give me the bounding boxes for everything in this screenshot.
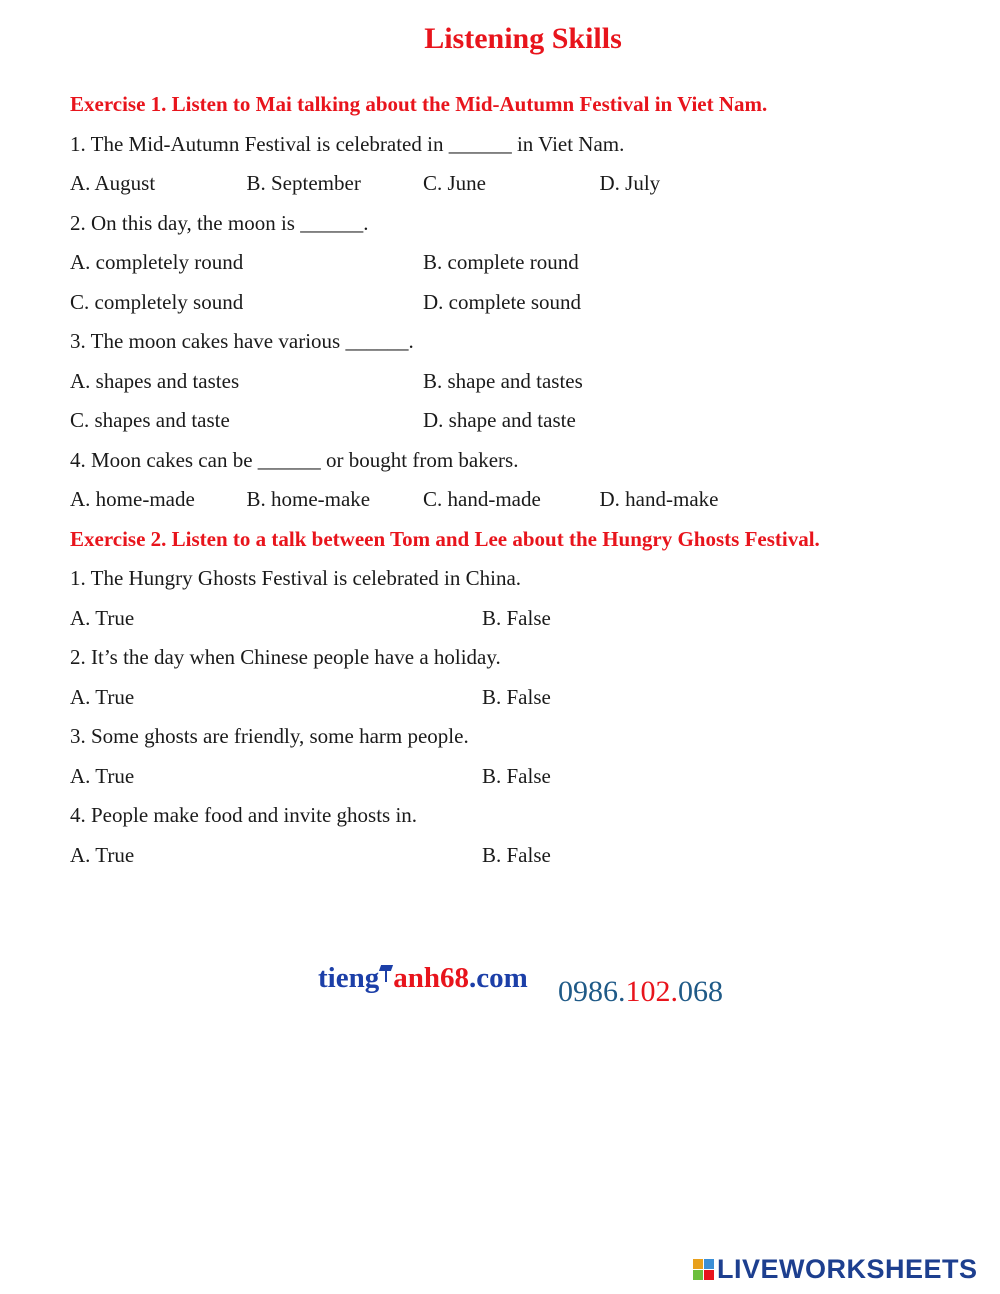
ex1-q4-option-b[interactable]: B. home-make xyxy=(246,487,371,511)
ex1-q1-option-b[interactable]: B. September xyxy=(246,171,361,195)
ex1-q3-options-row-1 xyxy=(70,365,970,405)
ex2-q1-option-false[interactable]: B. False xyxy=(482,605,551,630)
ex1-q1-option-d[interactable]: D. July xyxy=(599,171,661,195)
ex2-question-4: 4. People make food and invite ghosts in. xyxy=(70,803,418,827)
exercise-1-heading: Exercise 1. Listen to Mai talking about the Mid-Autumn Festival in Viet Nam. xyxy=(70,92,768,116)
ex2-q3-options xyxy=(70,760,970,800)
ex1-q3-options-row-2 xyxy=(70,404,970,444)
lw-icon-square-4 xyxy=(704,1270,714,1280)
ex2-q1-options xyxy=(70,602,970,642)
ex1-q2-options-row-2 xyxy=(70,286,970,326)
lw-icon-square-1 xyxy=(693,1259,703,1269)
worksheet-content xyxy=(70,88,970,878)
logo-text-anh68: anh68 xyxy=(393,962,469,994)
ex2-q1-option-true[interactable]: A. True xyxy=(70,605,135,630)
ex1-q3-option-c[interactable]: C. shapes and taste xyxy=(70,408,230,432)
ex1-question-1: 1. The Mid-Autumn Festival is celebrated in ______ in Viet Nam. xyxy=(70,131,625,156)
ex2-q4-option-false[interactable]: B. False xyxy=(482,842,551,867)
ex2-q4-option-true[interactable]: A. True xyxy=(70,842,135,867)
ex1-q4-option-d[interactable]: D. hand-make xyxy=(599,487,719,511)
ex1-question-4: 4. Moon cakes can be ______ or bought from bakers. xyxy=(70,447,519,472)
ex1-q1-options xyxy=(70,167,970,207)
ex1-question-2: 2. On this day, the moon is ______. xyxy=(70,210,369,235)
ex1-question-3: 3. The moon cakes have various ______. xyxy=(70,329,414,353)
ex1-q4-option-c[interactable]: C. hand-made xyxy=(423,487,541,511)
ex1-q1-option-a[interactable]: A. August xyxy=(70,171,156,195)
lw-icon-square-2 xyxy=(704,1259,714,1269)
ex2-question-2: 2. It’s the day when Chinese people have a holiday. xyxy=(70,645,501,669)
phone-part-2: 102. xyxy=(625,975,678,1008)
liveworksheets-watermark xyxy=(693,1252,978,1286)
ex1-q3-option-b[interactable]: B. shape and tastes xyxy=(423,368,583,393)
ex1-q2-options-row-1 xyxy=(70,246,970,286)
ex2-q2-option-true[interactable]: A. True xyxy=(70,684,135,709)
liveworksheets-icon xyxy=(693,1259,714,1280)
graduation-cap-icon xyxy=(380,965,392,983)
exercise-2-heading: Exercise 2. Listen to a talk between Tom and Lee about the Hungry Ghosts Festival. xyxy=(70,526,820,551)
ex1-q2-option-a[interactable]: A. completely round xyxy=(70,250,244,274)
ex1-q4-option-a[interactable]: A. home-made xyxy=(70,487,195,511)
ex1-q2-option-c[interactable]: C. completely sound xyxy=(70,289,244,314)
phone-part-1: 0986. xyxy=(558,975,626,1008)
ex2-question-3: 3. Some ghosts are friendly, some harm people. xyxy=(70,724,469,748)
logo-text-com: .com xyxy=(468,962,528,994)
phone-number xyxy=(558,975,723,1009)
ex1-q1-option-c[interactable]: C. June xyxy=(423,171,486,195)
ex2-q4-options xyxy=(70,839,970,879)
phone-part-3: 068 xyxy=(678,975,723,1008)
ex2-question-1: 1. The Hungry Ghosts Festival is celebrated in China. xyxy=(70,566,522,590)
liveworksheets-text: LIVEWORKSHEETS xyxy=(717,1253,978,1284)
worksheet-title: Listening Skills xyxy=(424,22,622,55)
lw-icon-square-3 xyxy=(693,1270,703,1280)
ex1-q3-option-d[interactable]: D. shape and taste xyxy=(423,408,576,432)
ex1-q4-options xyxy=(70,483,970,523)
ex2-q3-option-true[interactable]: A. True xyxy=(70,763,135,788)
ex1-q2-option-b[interactable]: B. complete round xyxy=(423,250,579,274)
logo-text-tieng: tieng xyxy=(318,962,380,994)
ex1-q2-option-d[interactable]: D. complete sound xyxy=(423,289,582,314)
ex1-q3-option-a[interactable]: A. shapes and tastes xyxy=(70,368,240,393)
ex2-q2-options xyxy=(70,681,970,721)
ex2-q2-option-false[interactable]: B. False xyxy=(482,684,551,709)
ex2-q3-option-false[interactable]: B. False xyxy=(482,763,551,788)
tienganh68-logo xyxy=(318,962,528,995)
